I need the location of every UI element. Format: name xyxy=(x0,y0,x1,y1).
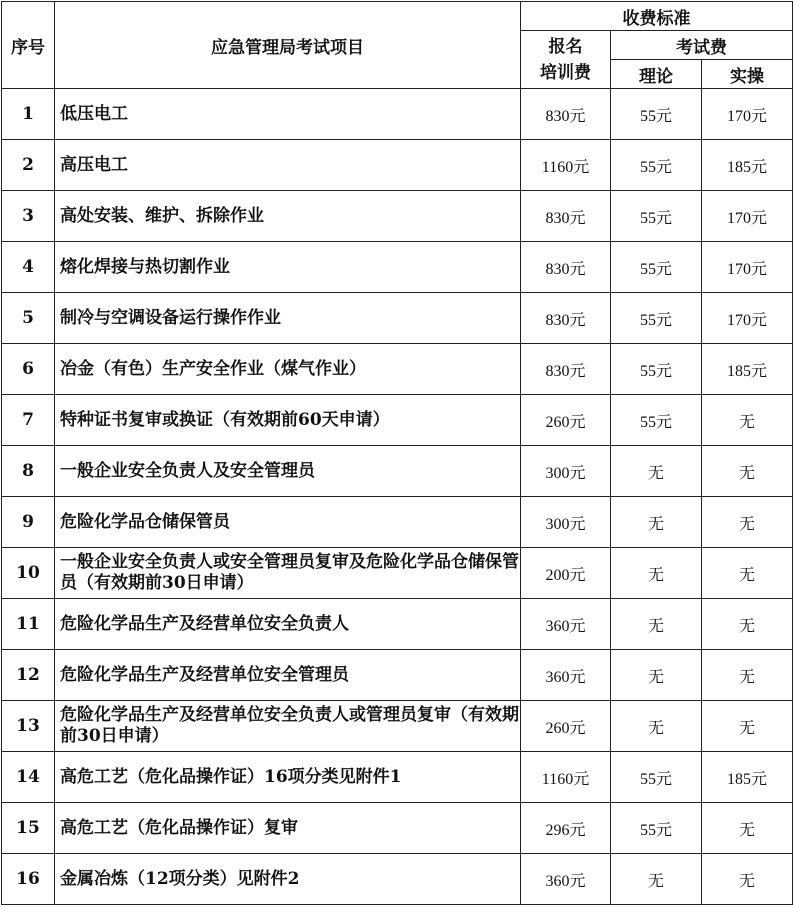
row-practice-fee: 无 xyxy=(702,599,793,650)
row-practice-fee: 185元 xyxy=(702,140,793,191)
row-theory-fee: 无 xyxy=(611,854,702,905)
row-theory-fee: 无 xyxy=(611,701,702,752)
row-practice-fee: 170元 xyxy=(702,293,793,344)
row-project-name: 熔化焊接与热切割作业 xyxy=(55,242,521,293)
row-theory-fee: 55元 xyxy=(611,395,702,446)
row-project-name: 危险化学品生产及经营单位安全负责人或管理员复审（有效期前30日申请） xyxy=(55,701,521,752)
table-row xyxy=(2,140,793,191)
row-number: 16 xyxy=(2,854,55,905)
fee-table xyxy=(1,1,793,905)
row-number: 13 xyxy=(2,701,55,752)
table-row xyxy=(2,854,793,905)
table-row xyxy=(2,701,793,752)
row-project-name: 制冷与空调设备运行操作作业 xyxy=(55,293,521,344)
header-fee-standard: 收费标准 xyxy=(521,2,793,31)
row-number: 3 xyxy=(2,191,55,242)
row-registration-fee: 1160元 xyxy=(521,140,611,191)
header-theory: 理论 xyxy=(611,60,702,89)
row-practice-fee: 185元 xyxy=(702,752,793,803)
row-project-name: 金属冶炼（12项分类）见附件2 xyxy=(55,854,521,905)
row-project-name: 高压电工 xyxy=(55,140,521,191)
row-practice-fee: 170元 xyxy=(702,89,793,140)
row-theory-fee: 无 xyxy=(611,548,702,599)
row-number: 2 xyxy=(2,140,55,191)
row-theory-fee: 无 xyxy=(611,650,702,701)
row-theory-fee: 无 xyxy=(611,446,702,497)
header-training: 培训费 xyxy=(540,62,591,83)
row-registration-fee: 200元 xyxy=(521,548,611,599)
row-number: 1 xyxy=(2,89,55,140)
row-project-name: 危险化学品生产及经营单位安全管理员 xyxy=(55,650,521,701)
row-practice-fee: 无 xyxy=(702,548,793,599)
row-theory-fee: 55元 xyxy=(611,89,702,140)
row-registration-fee: 260元 xyxy=(521,701,611,752)
table-row xyxy=(2,599,793,650)
table-row xyxy=(2,191,793,242)
row-project-name: 高危工艺（危化品操作证）16项分类见附件1 xyxy=(55,752,521,803)
table-row xyxy=(2,497,793,548)
row-registration-fee: 300元 xyxy=(521,446,611,497)
row-practice-fee: 170元 xyxy=(702,191,793,242)
row-practice-fee: 185元 xyxy=(702,344,793,395)
row-registration-fee: 830元 xyxy=(521,89,611,140)
row-practice-fee: 170元 xyxy=(702,242,793,293)
table-row xyxy=(2,344,793,395)
table-row xyxy=(2,446,793,497)
table-header xyxy=(2,2,793,89)
table-body xyxy=(2,89,793,905)
row-practice-fee: 无 xyxy=(702,497,793,548)
row-project-name: 高危工艺（危化品操作证）复审 xyxy=(55,803,521,854)
row-theory-fee: 55元 xyxy=(611,191,702,242)
header-exam-fee: 考试费 xyxy=(611,31,793,60)
row-number: 9 xyxy=(2,497,55,548)
row-practice-fee: 无 xyxy=(702,446,793,497)
row-theory-fee: 无 xyxy=(611,599,702,650)
table-row xyxy=(2,395,793,446)
table-row xyxy=(2,752,793,803)
row-registration-fee: 296元 xyxy=(521,803,611,854)
row-number: 12 xyxy=(2,650,55,701)
row-registration-fee: 1160元 xyxy=(521,752,611,803)
row-project-name: 危险化学品仓储保管员 xyxy=(55,497,521,548)
row-practice-fee: 无 xyxy=(702,650,793,701)
row-practice-fee: 无 xyxy=(702,395,793,446)
header-seq: 序号 xyxy=(2,2,55,89)
row-theory-fee: 55元 xyxy=(611,344,702,395)
row-number: 10 xyxy=(2,548,55,599)
row-project-name: 高处安装、维护、拆除作业 xyxy=(55,191,521,242)
row-number: 11 xyxy=(2,599,55,650)
row-project-name: 一般企业安全负责人或安全管理员复审及危险化学品仓储保管员（有效期前30日申请） xyxy=(55,548,521,599)
row-registration-fee: 360元 xyxy=(521,854,611,905)
table-row xyxy=(2,803,793,854)
row-registration-fee: 360元 xyxy=(521,650,611,701)
table-row xyxy=(2,89,793,140)
row-theory-fee: 55元 xyxy=(611,752,702,803)
row-project-name: 冶金（有色）生产安全作业（煤气作业） xyxy=(55,344,521,395)
row-registration-fee: 260元 xyxy=(521,395,611,446)
row-theory-fee: 55元 xyxy=(611,803,702,854)
row-number: 14 xyxy=(2,752,55,803)
row-project-name: 一般企业安全负责人及安全管理员 xyxy=(55,446,521,497)
row-project-name: 特种证书复审或换证（有效期前60天申请） xyxy=(55,395,521,446)
row-registration-fee: 830元 xyxy=(521,344,611,395)
header-registration-training xyxy=(521,31,611,89)
row-number: 8 xyxy=(2,446,55,497)
header-registration: 报名 xyxy=(548,36,583,57)
row-theory-fee: 55元 xyxy=(611,242,702,293)
row-practice-fee: 无 xyxy=(702,803,793,854)
table-row xyxy=(2,548,793,599)
header-project: 应急管理局考试项目 xyxy=(55,2,521,89)
row-number: 15 xyxy=(2,803,55,854)
row-practice-fee: 无 xyxy=(702,701,793,752)
table-row xyxy=(2,650,793,701)
row-practice-fee: 无 xyxy=(702,854,793,905)
row-number: 7 xyxy=(2,395,55,446)
table-row xyxy=(2,293,793,344)
row-number: 4 xyxy=(2,242,55,293)
row-theory-fee: 55元 xyxy=(611,293,702,344)
row-theory-fee: 无 xyxy=(611,497,702,548)
row-registration-fee: 830元 xyxy=(521,242,611,293)
row-registration-fee: 830元 xyxy=(521,293,611,344)
header-practice: 实操 xyxy=(702,60,793,89)
table-row xyxy=(2,242,793,293)
row-number: 6 xyxy=(2,344,55,395)
row-project-name: 低压电工 xyxy=(55,89,521,140)
row-theory-fee: 55元 xyxy=(611,140,702,191)
row-registration-fee: 360元 xyxy=(521,599,611,650)
row-registration-fee: 830元 xyxy=(521,191,611,242)
row-registration-fee: 300元 xyxy=(521,497,611,548)
row-project-name: 危险化学品生产及经营单位安全负责人 xyxy=(55,599,521,650)
row-number: 5 xyxy=(2,293,55,344)
